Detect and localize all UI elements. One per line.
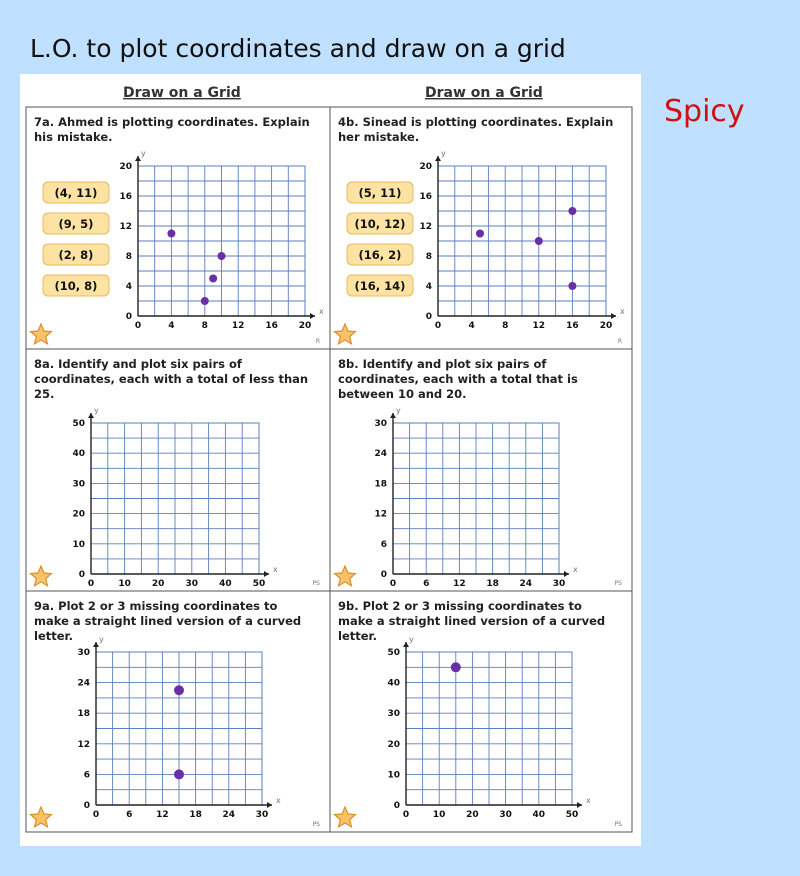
x-tick-label: 12 bbox=[156, 810, 169, 820]
y-tick-label: 12 bbox=[374, 509, 387, 520]
x-axis-label: x bbox=[319, 307, 324, 316]
y-tick-label: 8 bbox=[425, 252, 432, 262]
plotted-point bbox=[174, 769, 184, 779]
x-tick-label: 40 bbox=[532, 810, 546, 820]
x-tick-label: 20 bbox=[298, 321, 312, 331]
x-axis-arrow bbox=[264, 571, 269, 577]
question-text: 25. bbox=[34, 387, 55, 401]
star-icon bbox=[335, 566, 356, 586]
y-tick-label: 20 bbox=[119, 162, 132, 172]
question-panel-8a bbox=[34, 357, 320, 589]
x-tick-label: 24 bbox=[222, 810, 236, 820]
x-axis-label: x bbox=[573, 565, 578, 574]
reasoning-code: PS bbox=[614, 821, 622, 828]
x-tick-label: 0 bbox=[402, 810, 410, 820]
y-tick-label: 30 bbox=[374, 419, 387, 429]
x-tick-label: 20 bbox=[151, 579, 165, 589]
section-heading: Draw on a Grid bbox=[425, 85, 543, 101]
coordinate-card-label: (9, 5) bbox=[58, 217, 94, 231]
plotted-point bbox=[568, 282, 576, 290]
question-text: letter. bbox=[338, 629, 377, 643]
question-text: 4b. Sinead is plotting coordinates. Explain bbox=[338, 115, 614, 129]
x-axis-label: x bbox=[276, 796, 281, 805]
x-tick-label: 4 bbox=[468, 321, 475, 331]
origin-label: 0 bbox=[78, 570, 85, 580]
x-tick-label: 6 bbox=[126, 810, 133, 820]
y-axis-label: y bbox=[94, 406, 99, 415]
coordinate-card-label: (16, 2) bbox=[358, 248, 402, 262]
y-tick-label: 30 bbox=[77, 648, 90, 658]
reasoning-code: R bbox=[617, 338, 622, 345]
question-panel-7a bbox=[34, 115, 324, 345]
question-panel-4b bbox=[338, 115, 625, 345]
x-axis-arrow bbox=[267, 802, 272, 808]
x-axis-arrow bbox=[611, 313, 616, 319]
x-axis-arrow bbox=[577, 802, 582, 808]
y-tick-label: 50 bbox=[72, 419, 85, 429]
y-axis-label: y bbox=[441, 149, 446, 158]
x-tick-label: 10 bbox=[118, 579, 131, 589]
plotted-point bbox=[451, 662, 461, 672]
coordinate-grid bbox=[419, 149, 625, 331]
origin-label: 0 bbox=[83, 801, 90, 811]
question-text: 9b. Plot 2 or 3 missing coordinates to bbox=[338, 599, 582, 613]
plotted-point bbox=[218, 252, 226, 260]
question-text: 8a. Identify and plot six pairs of bbox=[34, 357, 242, 371]
x-tick-label: 0 bbox=[92, 810, 100, 820]
y-tick-label: 40 bbox=[387, 678, 400, 689]
worksheet-canvas bbox=[20, 74, 641, 846]
x-axis-label: x bbox=[586, 796, 591, 805]
star-icon bbox=[31, 566, 52, 586]
question-text: his mistake. bbox=[34, 130, 113, 144]
coordinate-card-label: (5, 11) bbox=[358, 186, 402, 200]
x-axis-arrow bbox=[564, 571, 569, 577]
y-axis-label: y bbox=[141, 149, 146, 158]
plotted-point bbox=[535, 237, 543, 245]
worksheet bbox=[20, 74, 641, 846]
x-axis-arrow bbox=[310, 313, 315, 319]
star-icon bbox=[335, 324, 356, 344]
coordinate-grid bbox=[72, 406, 278, 589]
plotted-point bbox=[209, 275, 217, 283]
plotted-point bbox=[174, 685, 184, 695]
coordinate-grid bbox=[119, 149, 324, 331]
coordinate-grid bbox=[77, 635, 281, 820]
y-tick-label: 4 bbox=[425, 282, 432, 292]
y-tick-label: 24 bbox=[77, 678, 90, 689]
coordinate-card-label: (2, 8) bbox=[58, 248, 94, 262]
y-tick-label: 20 bbox=[387, 739, 400, 750]
x-tick-label: 16 bbox=[265, 321, 278, 331]
question-text: make a straight lined version of a curved bbox=[338, 614, 606, 628]
x-tick-label: 6 bbox=[423, 579, 430, 589]
reasoning-code: R bbox=[315, 338, 320, 345]
question-text: coordinates, each with a total of less than bbox=[34, 372, 309, 386]
x-tick-label: 0 bbox=[389, 579, 397, 589]
x-tick-label: 18 bbox=[189, 810, 202, 820]
y-tick-label: 24 bbox=[374, 449, 387, 460]
question-text: 9a. Plot 2 or 3 missing coordinates to bbox=[34, 599, 278, 613]
question-text: 7a. Ahmed is plotting coordinates. Explain bbox=[34, 115, 310, 129]
x-tick-label: 30 bbox=[552, 579, 566, 589]
y-axis-label: y bbox=[396, 406, 401, 415]
x-tick-label: 8 bbox=[502, 321, 509, 331]
question-text: 8b. Identify and plot six pairs of bbox=[338, 357, 547, 371]
y-tick-label: 18 bbox=[77, 709, 90, 720]
star-icon bbox=[335, 807, 356, 827]
x-tick-label: 8 bbox=[201, 321, 208, 331]
question-text: coordinates, each with a total that is bbox=[338, 372, 578, 386]
y-tick-label: 6 bbox=[380, 539, 387, 550]
y-tick-label: 30 bbox=[72, 479, 85, 490]
plotted-point bbox=[167, 230, 175, 238]
x-axis-label: x bbox=[273, 565, 278, 574]
reasoning-code: PS bbox=[312, 580, 320, 587]
coordinate-card-label: (10, 12) bbox=[354, 217, 406, 231]
star-icon bbox=[31, 807, 52, 827]
plotted-point bbox=[201, 297, 209, 305]
reasoning-code: PS bbox=[614, 580, 622, 587]
question-panel-9a bbox=[34, 599, 320, 828]
x-tick-label: 12 bbox=[231, 321, 245, 331]
x-tick-label: 20 bbox=[466, 810, 479, 820]
x-tick-label: 10 bbox=[432, 810, 446, 820]
y-tick-label: 10 bbox=[387, 770, 400, 781]
x-tick-label: 40 bbox=[219, 579, 232, 589]
origin-label: 0 bbox=[393, 801, 400, 811]
y-tick-label: 40 bbox=[72, 449, 85, 460]
reasoning-code: PS bbox=[312, 821, 320, 828]
section-heading: Draw on a Grid bbox=[123, 85, 241, 101]
x-tick-label: 12 bbox=[532, 321, 546, 331]
x-tick-label: 30 bbox=[499, 810, 512, 820]
x-tick-label: 0 bbox=[87, 579, 95, 589]
x-tick-label: 4 bbox=[168, 321, 175, 331]
y-axis-label: y bbox=[409, 635, 414, 644]
y-tick-label: 50 bbox=[387, 648, 400, 658]
x-tick-label: 12 bbox=[453, 579, 466, 589]
x-tick-label: 20 bbox=[599, 321, 613, 331]
y-tick-label: 18 bbox=[374, 479, 387, 490]
y-tick-label: 16 bbox=[119, 192, 132, 202]
coordinate-card-label: (10, 8) bbox=[54, 279, 98, 293]
x-tick-label: 50 bbox=[252, 579, 266, 589]
y-tick-label: 6 bbox=[83, 770, 90, 781]
x-tick-label: 18 bbox=[486, 579, 499, 589]
y-tick-label: 12 bbox=[77, 739, 90, 750]
x-tick-label: 30 bbox=[255, 810, 269, 820]
x-tick-label: 16 bbox=[566, 321, 579, 331]
star-icon bbox=[31, 324, 52, 344]
lesson-objective-title: L.O. to plot coordinates and draw on a grid bbox=[30, 34, 566, 63]
question-panel-9b bbox=[338, 599, 622, 828]
y-tick-label: 12 bbox=[419, 222, 432, 232]
difficulty-badge: Spicy bbox=[664, 94, 745, 129]
y-tick-label: 8 bbox=[125, 252, 132, 262]
origin-label: 0 bbox=[380, 570, 387, 580]
x-tick-label: 50 bbox=[565, 810, 579, 820]
origin-label: 0 bbox=[125, 312, 132, 322]
coordinate-grid bbox=[374, 406, 578, 589]
coordinate-card-label: (16, 14) bbox=[354, 279, 406, 293]
question-text: letter. bbox=[34, 629, 73, 643]
y-tick-label: 30 bbox=[387, 709, 400, 720]
y-tick-label: 20 bbox=[419, 162, 432, 172]
y-axis-label: y bbox=[99, 635, 104, 644]
coordinate-grid bbox=[387, 635, 591, 820]
question-panel-8b bbox=[338, 357, 622, 589]
origin-label: 0 bbox=[425, 312, 432, 322]
y-tick-label: 20 bbox=[72, 509, 85, 520]
coordinate-card-label: (4, 11) bbox=[54, 186, 98, 200]
plotted-point bbox=[476, 230, 484, 238]
question-text: make a straight lined version of a curved bbox=[34, 614, 302, 628]
x-tick-label: 0 bbox=[434, 321, 442, 331]
x-tick-label: 0 bbox=[134, 321, 142, 331]
plotted-point bbox=[568, 207, 576, 215]
x-tick-label: 24 bbox=[519, 579, 533, 589]
y-tick-label: 16 bbox=[419, 192, 432, 202]
y-tick-label: 4 bbox=[125, 282, 132, 292]
y-tick-label: 10 bbox=[72, 539, 85, 550]
x-axis-label: x bbox=[620, 307, 625, 316]
y-tick-label: 12 bbox=[119, 222, 132, 232]
question-text: her mistake. bbox=[338, 130, 420, 144]
x-tick-label: 30 bbox=[185, 579, 199, 589]
question-text: between 10 and 20. bbox=[338, 387, 467, 401]
